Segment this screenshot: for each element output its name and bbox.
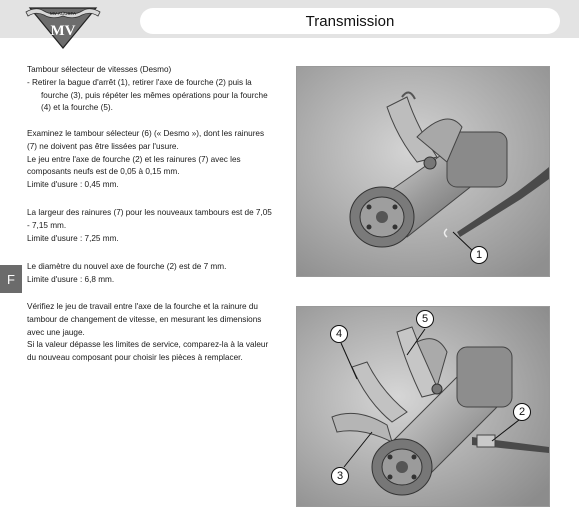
- callout-1: 1: [470, 246, 488, 264]
- section-pin-diameter: [27, 261, 226, 287]
- text-line: Vérifiez le jeu de travail entre l'axe de la fourche et la rainure du: [27, 302, 258, 311]
- text-line: Si la valeur dépasse les limites de service, comparez-la à la valeur: [27, 340, 269, 350]
- section-tab-label: F: [7, 271, 15, 287]
- text-line: composants neufs est de 0,05 à 0,15 mm.: [27, 167, 180, 177]
- text-line: avec une jauge.: [27, 327, 85, 337]
- text-line: Le diamètre du nouvel axe de fourche (2) est de 7 mm.: [27, 262, 227, 271]
- text-line: Le jeu entre l'axe de fourche (2) et les rainures (7) avec les: [27, 154, 241, 164]
- callout-3: 3: [331, 467, 349, 485]
- text-line: du nouveau composant pour choisir les pièces à remplacer.: [27, 353, 243, 363]
- section-clearance-check: [27, 301, 268, 365]
- mv-agusta-logo: [24, 2, 102, 54]
- callout-4: 4: [330, 325, 348, 343]
- section-heading: Tambour sélecteur de vitesses (Desmo): [27, 65, 172, 74]
- logo-monogram: MV: [50, 23, 76, 39]
- text-line: tambour de changement de vitesse, en mesurant les dimensions: [27, 314, 262, 324]
- text-line: Limite d'usure : 0,45 mm.: [27, 180, 119, 190]
- text-line: fourche (3), puis répéter les mêmes opérations pour la fourche: [41, 90, 268, 100]
- section-drum-inspection: [27, 128, 264, 192]
- text-line: (7) ne doivent pas être lissées par l'usure.: [27, 141, 179, 151]
- page-title-text: Transmission: [305, 12, 395, 30]
- text-line: - 7,15 mm.: [27, 220, 67, 230]
- text-line: (4) et la fourche (5).: [41, 103, 113, 113]
- text-line: Limite d'usure : 7,25 mm.: [27, 233, 119, 243]
- section-desmo-removal: [27, 64, 268, 115]
- text-line: Limite d'usure : 6,8 mm.: [27, 274, 115, 284]
- section-tab: [0, 265, 22, 293]
- text-line: Examinez le tambour sélecteur (6) (« Desmo »), dont les rainures: [27, 129, 265, 138]
- callout-5: 5: [416, 310, 434, 328]
- text-line: La largeur des rainures (7) pour les nouveaux tambours est de 7,05: [27, 208, 272, 217]
- drum-illustration: [297, 67, 549, 276]
- callout-2: 2: [513, 403, 531, 421]
- section-groove-width: [27, 207, 272, 245]
- text-line: - Retirer la bague d'arrêt (1), retirer l'axe de fourche (2) puis la: [27, 77, 252, 87]
- photo-selector-drum-circlip: [296, 66, 550, 277]
- logo-text: MV AGUSTA: [50, 11, 76, 16]
- page-title: [140, 8, 560, 34]
